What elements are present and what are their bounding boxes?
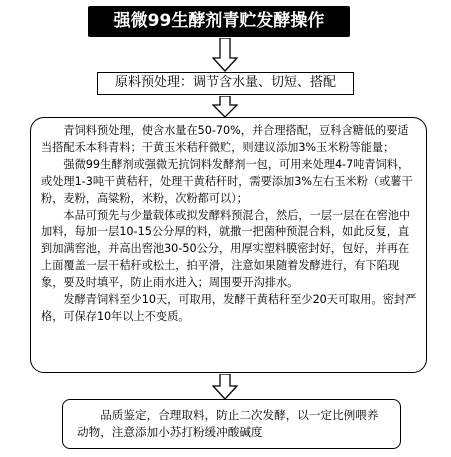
paragraph-feeding: 品质鉴定，合理取料，防止二次发酵，以一定比例喂养动物，注意添加小苏打粉缓冲酸碱度 xyxy=(77,408,379,439)
step-preprocess-box: 原料预处理：调节含水量、切短、搭配 xyxy=(97,72,354,95)
paragraph-layering: 本品可预先与少量载体或拟发酵料预混合，然后，一层一层在在窖池中加料，每加一层10-15公分厚的料，就撒一把菌种预混合料，如此反复，直到加满窖池，并高出窖池30-50公分，用厚实塑料膜密封好，包好，并再在上面覆盖一层干秸秆或松土，拍平滑，注意如果随着发酵进行，有下陷现象，要及时填平，防止雨水进入；周围要开沟排水。 xyxy=(41,208,411,290)
arrow-down-icon xyxy=(212,38,238,72)
step-feeding-box xyxy=(62,399,401,449)
step-fermentation-box xyxy=(30,117,427,373)
paragraph-dosage: 强微99生酵剂或强微无抗饲料发酵剂一包，可用来处理4-7吨青饲料，或处理1-3吨干黄秸秆，处理干黄秸秆时，需要添加3%左右玉米粉（或薯干粉，麦粉，高粱粉，米粉，次粉都可以）； xyxy=(41,157,413,205)
arrow-down-icon xyxy=(212,96,238,118)
paragraph-pretreatment: 青饲料预处理，使含水量在50-70%，并合理搭配，豆科含糖低的要适当搭配禾本科青料；干黄玉米秸秆微贮，则建议添加3%玉米粉等能量； xyxy=(41,124,409,154)
page-title: 强微99生酵剂青贮发酵操作 xyxy=(88,6,350,37)
paragraph-duration: 发酵青饲料至少10天，可取用，发酵干黄秸秆至少20天可取用。密封严格，可保存10年以上不变质。 xyxy=(41,293,417,323)
arrow-down-icon xyxy=(212,374,238,400)
